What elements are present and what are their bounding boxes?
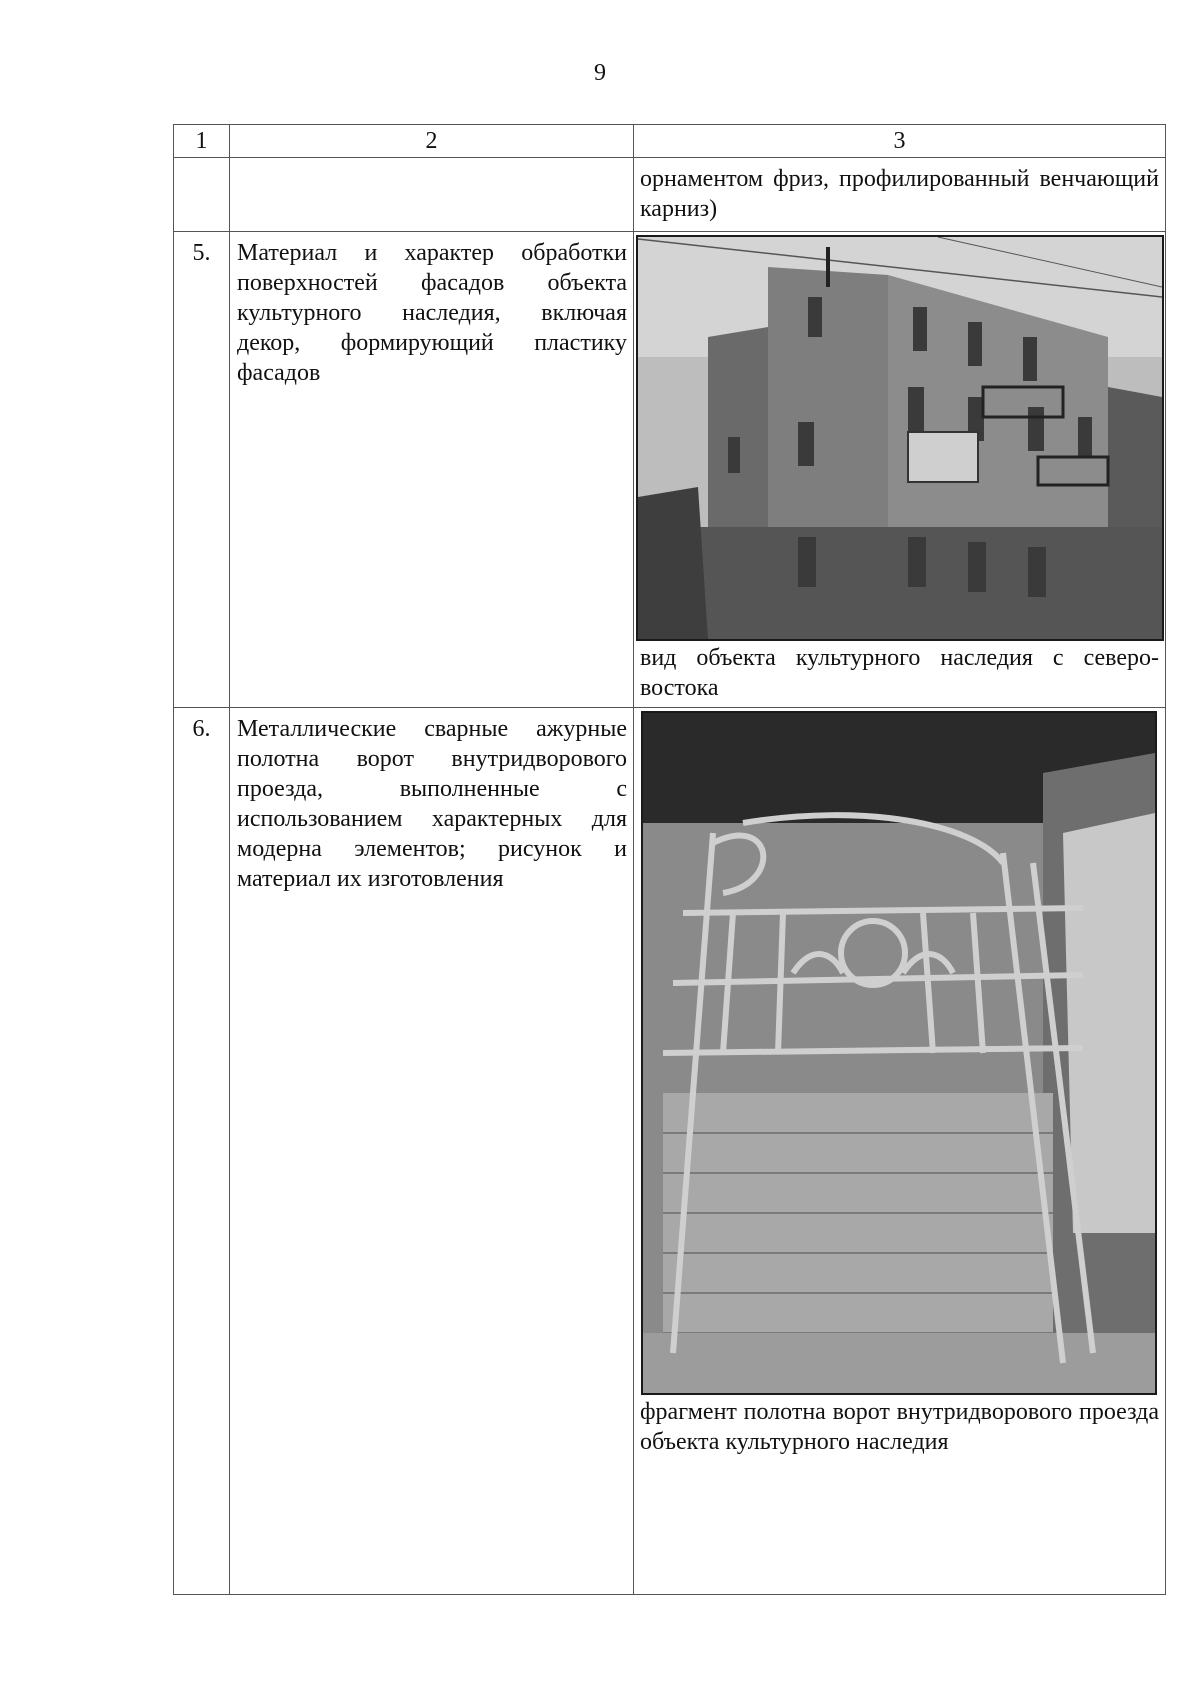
header-col-2: 2 [230,125,634,158]
row-number: 6. [174,708,230,1595]
row-number: 5. [174,232,230,708]
gate-photo [641,711,1157,1395]
table-header-row [174,125,1166,158]
header-col-1: 1 [174,125,230,158]
row-description: Металлические сварные ажурные полотна ворот внутридворового проезда, выполненные с использованием характерных для модерна элементов; рисунок и материал их изготовления [230,708,634,1595]
header-col-3: 3 [634,125,1166,158]
page-number: 9 [594,60,606,86]
building-photo [636,235,1164,641]
continuation-desc-cell [230,158,634,232]
continuation-num-cell [174,158,230,232]
row-description: Материал и характер обработки поверхностей фасадов объекта культурного наследия, включая декор, формирующий пластику фасадов [230,232,634,708]
row-photo-cell [634,708,1166,1595]
table-row [174,232,1166,708]
table-row [174,708,1166,1595]
continuation-text: орнаментом фриз, профилированный венчающий карниз) [634,158,1166,232]
row-photo-cell [634,232,1166,708]
continuation-row [174,158,1166,232]
photo-caption: вид объекта культурного наследия с северо-востока [640,645,1159,701]
heritage-table [173,124,1166,1595]
photo-caption: фрагмент полотна ворот внутридворового проезда объекта культурного наследия [640,1399,1159,1455]
